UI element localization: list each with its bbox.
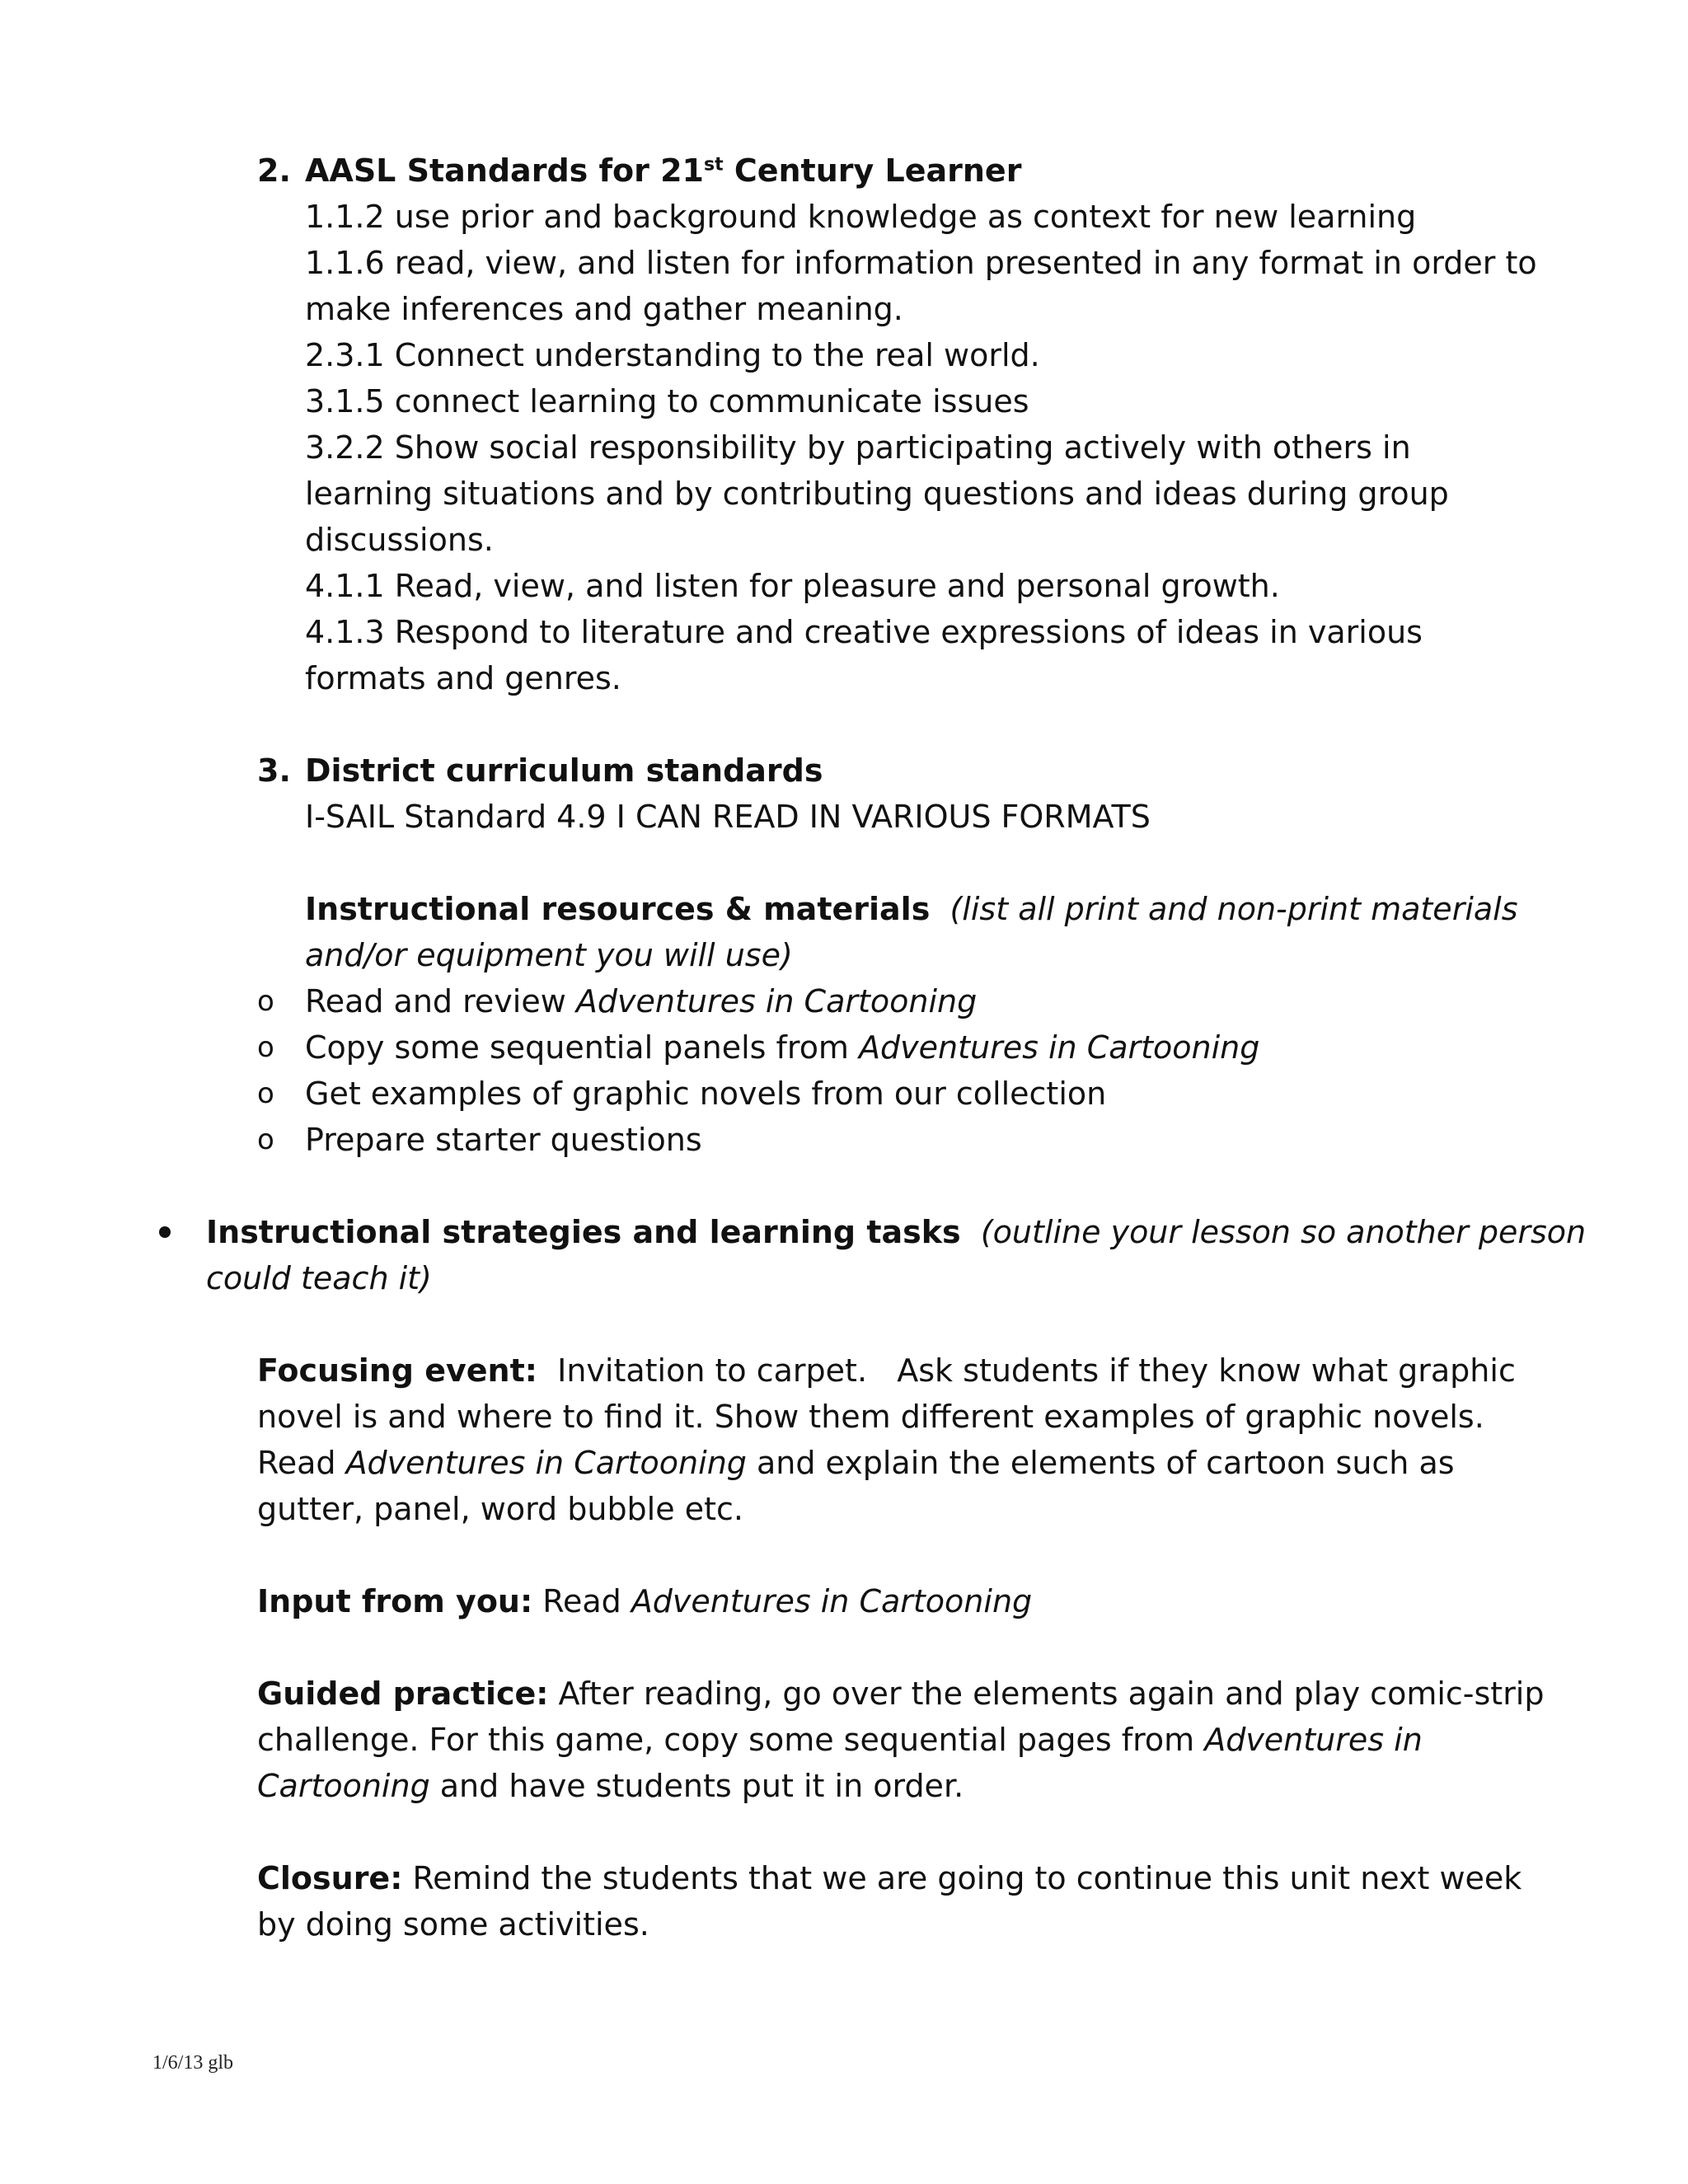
aasl-line: 1.1.2 use prior and background knowledge as context for new learning bbox=[305, 199, 1417, 235]
guided-title: Cartooning bbox=[257, 1768, 430, 1804]
resource-item bbox=[305, 1117, 702, 1163]
guided-title: Adventures in bbox=[1204, 1722, 1423, 1758]
strategies-note-cont: could teach it) bbox=[206, 1260, 432, 1296]
list-marker-icon: o bbox=[257, 1077, 274, 1110]
strategies-note: (outline your lesson so another person bbox=[980, 1214, 1587, 1250]
resource-item bbox=[305, 1071, 1106, 1117]
aasl-number: 2. bbox=[257, 152, 291, 189]
list-marker-icon: o bbox=[257, 1031, 274, 1064]
resource-item-text: Get examples of graphic novels from our collection bbox=[305, 1076, 1107, 1112]
focusing-text: Read bbox=[257, 1445, 346, 1481]
resource-item-text: Read and review bbox=[305, 983, 576, 1019]
district-heading: District curriculum standards bbox=[305, 752, 823, 789]
aasl-line: 3.2.2 Show social responsibility by participating actively with others in bbox=[305, 429, 1411, 466]
bullet-icon bbox=[159, 1226, 171, 1238]
aasl-line: make inferences and gather meaning. bbox=[305, 291, 903, 327]
aasl-line: 4.1.3 Respond to literature and creative expressions of ideas in various bbox=[305, 614, 1423, 650]
focusing-title: Adventures in Cartooning bbox=[345, 1445, 747, 1481]
resource-item-text: Copy some sequential panels from bbox=[305, 1029, 860, 1066]
focusing-text: and explain the elements of cartoon such as bbox=[746, 1445, 1455, 1481]
aasl-line: learning situations and by contributing questions and ideas during group bbox=[305, 476, 1449, 512]
resource-item-title: Adventures in Cartooning bbox=[575, 983, 978, 1019]
aasl-line: formats and genres. bbox=[305, 660, 621, 696]
aasl-heading-sup: st bbox=[703, 154, 724, 176]
resources-heading-line bbox=[305, 886, 1518, 932]
resources-note: (list all print and non-print materials bbox=[950, 891, 1518, 927]
aasl-line: 3.1.5 connect learning to communicate issues bbox=[305, 383, 1029, 419]
guided-text: challenge. For this game, copy some sequential pages from bbox=[257, 1722, 1205, 1758]
closure-label: Closure: bbox=[257, 1860, 403, 1896]
focusing-line: novel is and where to find it. Show them different examples of graphic novels. bbox=[257, 1399, 1484, 1435]
guided-text: After reading, go over the elements again and play comic-strip bbox=[548, 1675, 1545, 1712]
aasl-heading bbox=[305, 148, 1021, 194]
closure-text: Remind the students that we are going to continue this unit next week bbox=[402, 1860, 1522, 1896]
focusing-text: Invitation to carpet. Ask students if they know what graphic bbox=[537, 1352, 1516, 1389]
resources-heading: Instructional resources & materials bbox=[305, 891, 931, 927]
guided-line bbox=[257, 1717, 1423, 1763]
focusing-line: gutter, panel, word bubble etc. bbox=[257, 1491, 743, 1527]
focusing-label: Focusing event: bbox=[257, 1352, 537, 1389]
strategies-heading: Instructional strategies and learning tasks bbox=[206, 1214, 961, 1250]
resource-item bbox=[305, 1024, 1259, 1071]
aasl-line: 2.3.1 Connect understanding to the real world. bbox=[305, 337, 1040, 373]
focusing-line bbox=[257, 1440, 1455, 1486]
input-label: Input from you: bbox=[257, 1583, 533, 1619]
page-footer: 1/6/13 glb bbox=[152, 2052, 234, 2074]
aasl-line: discussions. bbox=[305, 522, 494, 558]
guided-line bbox=[257, 1671, 1545, 1717]
aasl-line: 1.1.6 read, view, and listen for information presented in any format in order to bbox=[305, 245, 1537, 281]
guided-text: and have students put it in order. bbox=[429, 1768, 964, 1804]
closure-line bbox=[257, 1855, 1522, 1901]
guided-line bbox=[257, 1763, 964, 1809]
aasl-line: 4.1.1 Read, view, and listen for pleasure and personal growth. bbox=[305, 568, 1280, 604]
focusing-line bbox=[257, 1347, 1516, 1394]
strategies-heading-line bbox=[206, 1209, 1586, 1255]
resources-note-cont: and/or equipment you will use) bbox=[305, 937, 793, 973]
district-standard: I-SAIL Standard 4.9 I CAN READ IN VARIOUS FORMATS bbox=[305, 799, 1151, 835]
resource-item-title: Adventures in Cartooning bbox=[859, 1029, 1260, 1066]
list-marker-icon: o bbox=[257, 1123, 274, 1156]
closure-line: by doing some activities. bbox=[257, 1906, 649, 1943]
input-text: Read bbox=[532, 1583, 631, 1619]
district-number: 3. bbox=[257, 752, 291, 789]
aasl-heading-pre: AASL Standards for 21 bbox=[305, 152, 704, 189]
resource-item bbox=[305, 978, 977, 1024]
aasl-heading-post: Century Learner bbox=[723, 152, 1022, 189]
resource-item-text: Prepare starter questions bbox=[305, 1122, 702, 1158]
input-title: Adventures in Cartooning bbox=[631, 1583, 1033, 1619]
guided-label: Guided practice: bbox=[257, 1675, 549, 1712]
input-line bbox=[257, 1578, 1032, 1624]
list-marker-icon: o bbox=[257, 985, 274, 1018]
